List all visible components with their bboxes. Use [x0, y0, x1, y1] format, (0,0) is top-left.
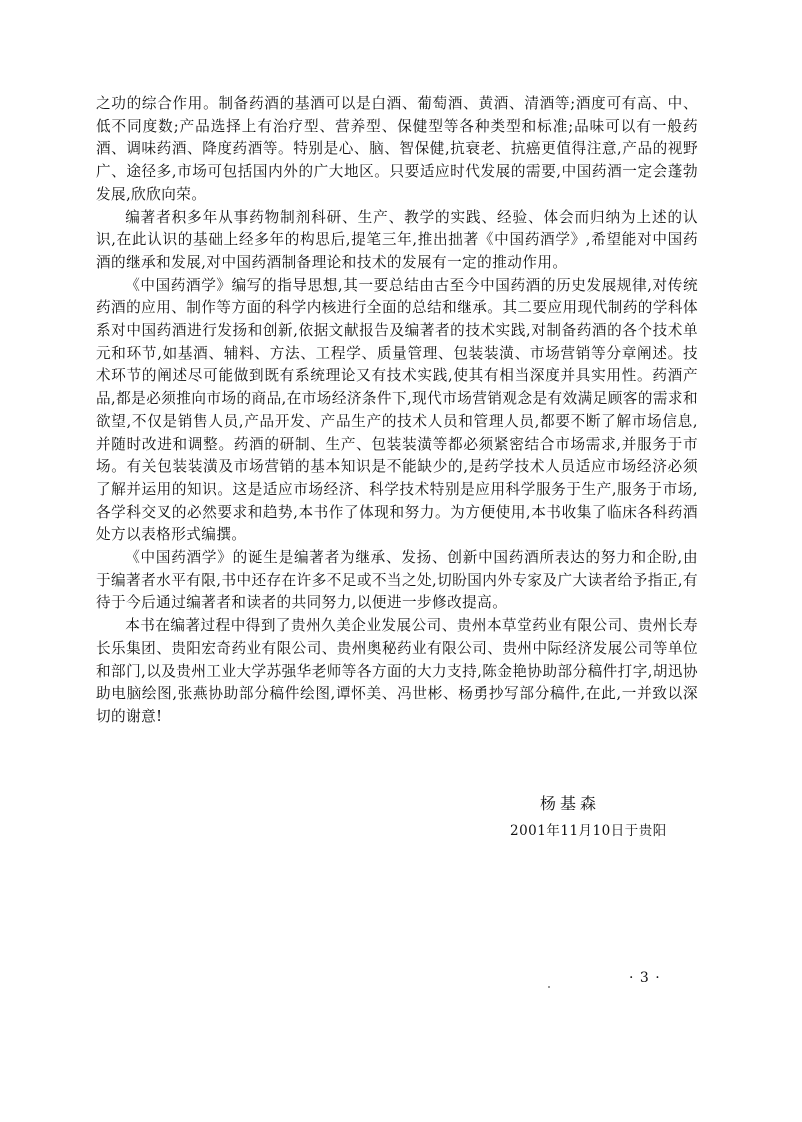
paragraph-acknowledgements: 本书在编著过程中得到了贵州久美企业发展公司、贵州本草堂药业有限公司、贵州长寿长乐集团、贵阳宏奇药业有限公司、贵州奥秘药业有限公司、贵州中际经济发展公司等单位和部门,以及贵州工业大学苏强华老师等各方面的大力支持,陈金艳协助部分稿件打字,胡迅协助电脑绘图,张燕协助部分稿件绘图,谭怀美、冯世彬、杨勇抄写部分稿件,在此,一并致以深切的谢意! — [96, 617, 698, 725]
paragraph-guiding-ideas: 《中国药酒学》编写的指导思想,其一要总结由古至今中国药酒的历史发展规律,对传统药酒的应用、制作等方面的科学内核进行全面的总结和继承。其二要应用现代制药的学科体系对中国药酒进行发扬和创新,依据文献报告及编著者的技术实践,对制备药酒的各个技术单元和环节,如基酒、辅料、方法、工程学、质量管理、包装装潢、市场营销等分章阐述。技术环节的阐述尽可能做到既有系统理论又有技术实践,使其有相当深度并具实用性。药酒产品,都是必须推向市场的商品,在市场经济条件下,现代市场营销观念是有效满足顾客的需求和欲望,不仅是销售人员,产品开发、产品生产的技术人员和管理人员,都要不断了解市场信息,并随时改进和调整。药酒的研制、生产、包装装潢等都必须紧密结合市场需求,并服务于市场。有关包装装潢及市场营销的基本知识是不能缺少的,是药学技术人员适应市场经济必须了解并运用的知识。这是适应市场经济、科学技术特别是应用科学服务于生产,服务于市场,各学科交叉的必然要求和趋势,本书作了体现和努力。为方便使用,本书收集了临床各科药酒处方以表格形式编撰。 — [96, 276, 698, 544]
author-signature: 杨基森 — [540, 794, 601, 813]
signature-date: 2001年11月10日于贵阳 — [510, 823, 667, 839]
preface-body — [96, 93, 698, 729]
paragraph-limitations: 《中国药酒学》的诞生是编著者为继承、发扬、创新中国药酒所表达的努力和企盼,由于编著者水平有限,书中还存在许多不足或不当之处,切盼国内外专家及广大读者给予指正,有待于今后通过编著者和读者的共同努力,以便进一步修改提高。 — [96, 549, 698, 612]
page-number: · 3 · — [629, 970, 661, 986]
paragraph-continuation: 之功的综合作用。制备药酒的基酒可以是白酒、葡萄酒、黄酒、清酒等;酒度可有高、中、低不同度数;产品选择上有治疗型、营养型、保健型等各种类型和标准;品味可以有一般药酒、调味药酒、降度药酒等。特别是心、脑、智保健,抗衰老、抗癌更值得注意,产品的视野广、途径多,市场可包括国内外的广大地区。只要适应时代发展的需要,中国药酒一定会蓬勃发展,欣欣向荣。 — [96, 95, 698, 203]
scan-speck — [548, 986, 550, 988]
paragraph-author-motivation: 编著者积多年从事药物制剂科研、生产、教学的实践、经验、体会而归纳为上述的认识,在此认识的基础上经多年的构思后,提笔三年,推出拙著《中国药酒学》,希望能对中国药酒的继承和发展,对中国药酒制备理论和技术的发展有一定的推动作用。 — [96, 208, 698, 271]
